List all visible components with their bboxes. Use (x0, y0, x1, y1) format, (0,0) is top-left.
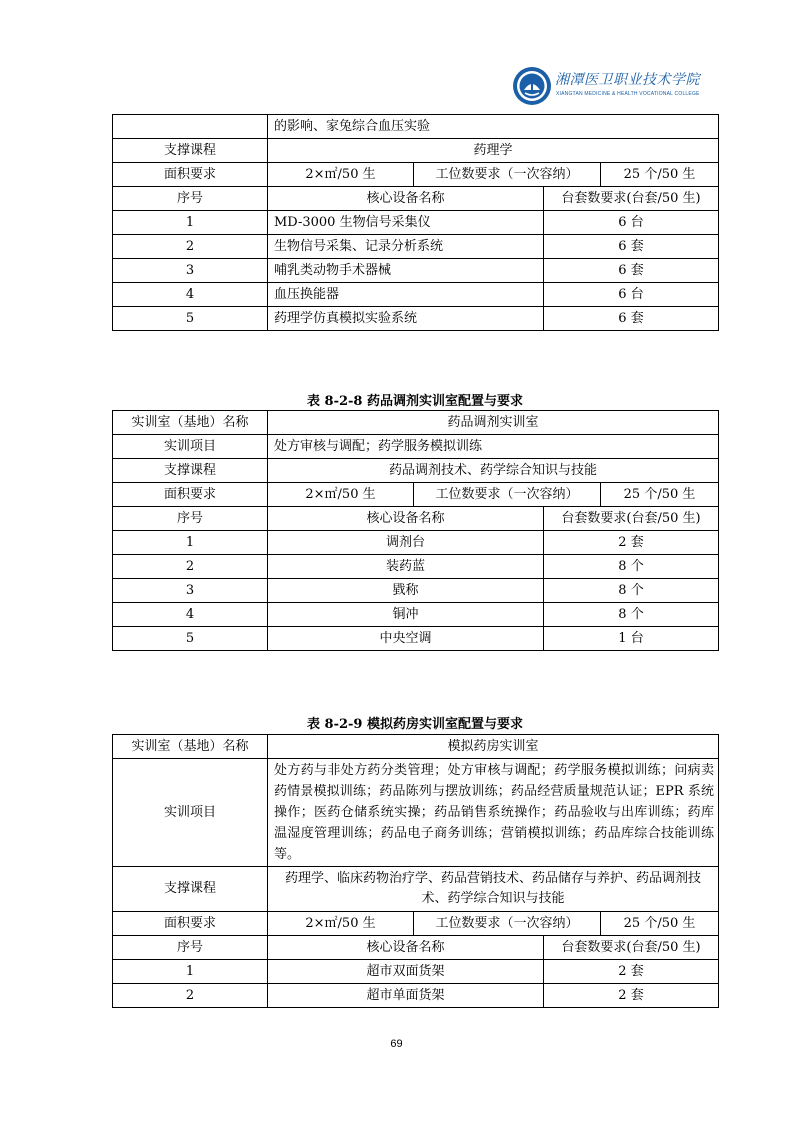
station-value: 25 个/50 生 (601, 483, 719, 507)
school-name: 湘潭医卫职业技术学院 (555, 72, 700, 88)
column-header-qty: 台套数要求(台套/50 生) (544, 187, 719, 211)
row-index: 4 (113, 283, 268, 307)
row-index: 5 (113, 307, 268, 331)
equipment-name: MD-3000 生物信号采集仪 (268, 211, 544, 235)
area-value: 2×㎡/50 生 (268, 163, 414, 187)
table-row (113, 759, 719, 867)
equipment-table-dispensing (112, 410, 719, 651)
table-row (113, 307, 719, 331)
row-index: 1 (113, 960, 268, 984)
equipment-name: 哺乳类动物手术器械 (268, 259, 544, 283)
equipment-qty: 6 台 (544, 211, 719, 235)
table-row (113, 259, 719, 283)
area-value: 2×㎡/50 生 (268, 483, 414, 507)
table-caption: 表 8-2-9 模拟药房实训室配置与要求 (307, 717, 523, 732)
row-index: 2 (113, 984, 268, 1008)
area-label: 面积要求 (113, 163, 268, 187)
support-value: 药品调剂技术、药学综合知识与技能 (268, 459, 719, 483)
row-index: 2 (113, 235, 268, 259)
table-row (113, 435, 719, 459)
project-value: 处方药与非处方药分类管理；处方审核与调配；药学服务模拟训练；问病卖药情景模拟训练；药品陈列与摆放训练；药品经营质量规范认证；EPR 系统操作；医药仓储系统实操；药品销售系统操作；药品验收与出库训练；药库温湿度管理训练；药品电子商务训练；营销模拟训练；药品库综合技能训练等。 (268, 759, 719, 867)
area-value: 2×㎡/50 生 (268, 912, 414, 936)
row-index: 4 (113, 603, 268, 627)
table-row (113, 735, 719, 759)
station-value: 25 个/50 生 (601, 163, 719, 187)
table-row (113, 115, 719, 139)
table-row (113, 627, 719, 651)
page-number: 69 (390, 1038, 403, 1050)
project-label: 实训项目 (113, 759, 268, 867)
table-row (113, 555, 719, 579)
project-continued-text: 的影响、家兔综合血压实验 (268, 115, 719, 139)
row-index: 3 (113, 579, 268, 603)
project-label: 实训项目 (113, 435, 268, 459)
room-value: 药品调剂实训室 (268, 411, 719, 435)
equipment-qty: 6 套 (544, 259, 719, 283)
table-row (113, 531, 719, 555)
school-name-en: XIANGTAN MEDICINE & HEALTH VOCATIONAL COLLEGE (556, 91, 700, 97)
column-header-index: 序号 (113, 187, 268, 211)
table-row (113, 459, 719, 483)
page-header (512, 66, 712, 106)
equipment-name: 戥称 (268, 579, 544, 603)
equipment-name: 生物信号采集、记录分析系统 (268, 235, 544, 259)
equipment-name: 超市双面货架 (268, 960, 544, 984)
table-caption: 表 8-2-8 药品调剂实训室配置与要求 (307, 394, 523, 409)
column-header-name: 核心设备名称 (268, 187, 544, 211)
project-value: 处方审核与调配；药学服务模拟训练 (268, 435, 719, 459)
table-row (113, 163, 719, 187)
table-row (113, 960, 719, 984)
area-label: 面积要求 (113, 483, 268, 507)
column-header-name: 核心设备名称 (268, 507, 544, 531)
equipment-name: 超市单面货架 (268, 984, 544, 1008)
equipment-name: 装药蓝 (268, 555, 544, 579)
row-index: 2 (113, 555, 268, 579)
table-row (113, 579, 719, 603)
row-index: 5 (113, 627, 268, 651)
equipment-name: 中央空调 (268, 627, 544, 651)
equipment-name: 铜冲 (268, 603, 544, 627)
equipment-qty: 1 台 (544, 627, 719, 651)
row-index: 1 (113, 211, 268, 235)
table-row (113, 283, 719, 307)
table-row (113, 483, 719, 507)
equipment-qty: 2 套 (544, 984, 719, 1008)
room-value: 模拟药房实训室 (268, 735, 719, 759)
equipment-qty: 2 套 (544, 531, 719, 555)
station-label: 工位数要求（一次容纳） (414, 483, 601, 507)
support-label: 支撑课程 (113, 139, 268, 163)
equipment-name: 血压换能器 (268, 283, 544, 307)
equipment-name: 调剂台 (268, 531, 544, 555)
column-header-qty: 台套数要求(台套/50 生) (544, 936, 719, 960)
table-row (113, 984, 719, 1008)
equipment-qty: 8 个 (544, 579, 719, 603)
equipment-qty: 8 个 (544, 603, 719, 627)
column-header-index: 序号 (113, 936, 268, 960)
room-label: 实训室（基地）名称 (113, 411, 268, 435)
table-row (113, 211, 719, 235)
equipment-qty: 2 套 (544, 960, 719, 984)
column-header-index: 序号 (113, 507, 268, 531)
table-row (113, 603, 719, 627)
equipment-name: 药理学仿真模拟实验系统 (268, 307, 544, 331)
table-cell (113, 115, 268, 139)
column-header-name: 核心设备名称 (268, 936, 544, 960)
area-label: 面积要求 (113, 912, 268, 936)
equipment-qty: 6 台 (544, 283, 719, 307)
table-row (113, 912, 719, 936)
row-index: 3 (113, 259, 268, 283)
room-label: 实训室（基地）名称 (113, 735, 268, 759)
support-value: 药理学、临床药物治疗学、药品营销技术、药品储存与养护、药品调剂技术、药学综合知识与技能 (268, 867, 719, 912)
station-label: 工位数要求（一次容纳） (414, 912, 601, 936)
support-label: 支撑课程 (113, 867, 268, 912)
station-label: 工位数要求（一次容纳） (414, 163, 601, 187)
equipment-table-pharmacology (112, 114, 719, 331)
equipment-qty: 8 个 (544, 555, 719, 579)
equipment-qty: 6 套 (544, 235, 719, 259)
support-value: 药理学 (268, 139, 719, 163)
table-header-row (113, 936, 719, 960)
table-header-row (113, 187, 719, 211)
college-logo-icon (512, 66, 552, 106)
row-index: 1 (113, 531, 268, 555)
equipment-qty: 6 套 (544, 307, 719, 331)
column-header-qty: 台套数要求(台套/50 生) (544, 507, 719, 531)
station-value: 25 个/50 生 (601, 912, 719, 936)
equipment-table-mock-pharmacy (112, 734, 719, 1008)
table-row (113, 139, 719, 163)
support-label: 支撑课程 (113, 459, 268, 483)
table-header-row (113, 507, 719, 531)
table-row (113, 411, 719, 435)
table-row (113, 235, 719, 259)
table-row (113, 867, 719, 912)
